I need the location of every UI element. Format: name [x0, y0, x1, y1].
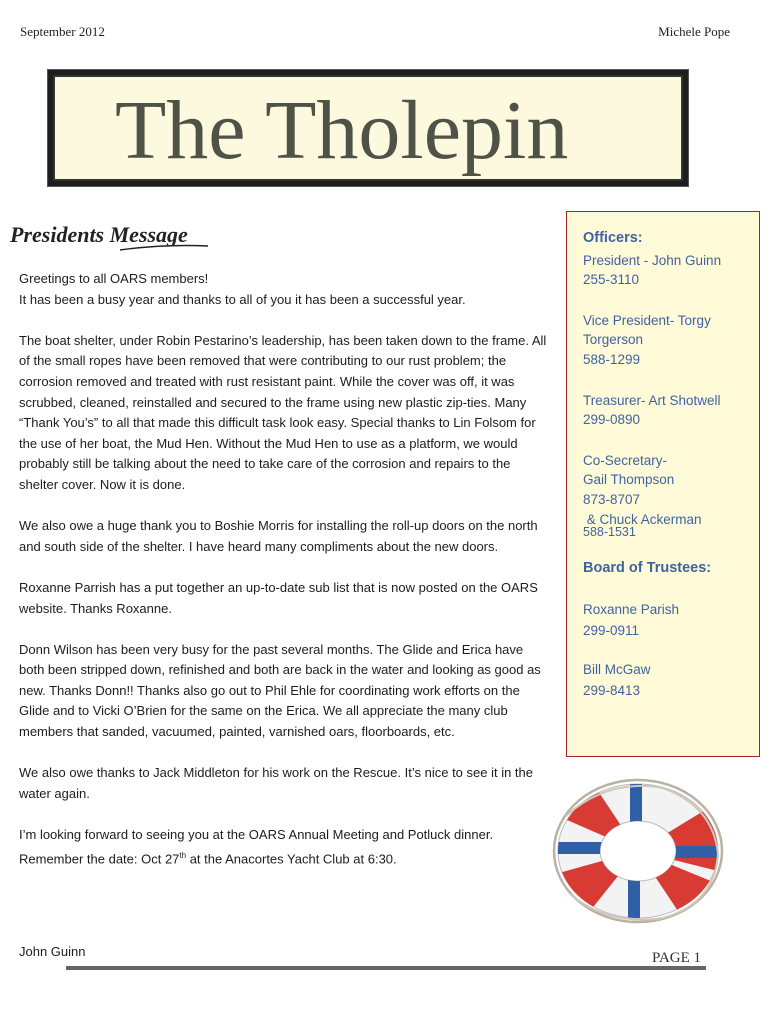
trustee-2-name: Bill McGaw — [583, 662, 651, 677]
trustee-2-phone: 299-8413 — [583, 683, 641, 698]
vice-president-name: Torgerson — [583, 332, 644, 347]
heading-swoosh-ornament — [118, 244, 210, 252]
co-secretary-title: Co-Secretary- — [583, 453, 668, 468]
co-secretary-phone-1: 873-8707 — [583, 492, 641, 507]
letter-paragraph: We also owe a huge thank you to Boshie Morris for installing the roll-up doors on the north and south side of the shelter. I have heard many compliments about the new doors. — [19, 518, 538, 554]
treasurer-title: Treasurer- Art Shotwell — [583, 393, 721, 408]
letter-paragraph: The boat shelter, under Robin Pestarino’s leadership, has been taken down to the frame. All of the small ropes have been removed that were contributing to our rust problem; the corrosion removed and treated with rust resistant paint. While the cover was off, it was scrubbed, cleaned, reinstalled and secured to the frame using new plastic zip-ties. Many “Thank You’s” to all that made this difficult task look easy. Special thanks to Lin Folsom for the use of her boat, the Mud Hen. Without the Mud Hen to use as a platform, we would probably still be talking about the need to take care of the corrosion and repairs to the shelter cover. Now it is done. — [19, 332, 547, 492]
footer-rule — [66, 966, 706, 970]
board-of-trustees-heading: Board of Trustees: — [583, 560, 712, 576]
letter-closing — [19, 825, 549, 870]
life-ring-image — [548, 776, 728, 926]
presidents-letter — [19, 269, 549, 890]
closing-text-start: I’m looking forward to seeing you at the OARS Annual Meeting and Potluck dinner. Remember the date: Oct 27 — [19, 827, 494, 866]
letter-signature: John Guinn — [19, 944, 86, 959]
co-secretary-name-2: & Chuck Ackerman — [583, 512, 702, 527]
letter-paragraph: Greetings to all OARS members! It has been a busy year and thanks to all of you it has been a successful year. — [19, 271, 466, 307]
letter-paragraph: We also owe thanks to Jack Middleton for his work on the Rescue. It’s nice to see it in the water again. — [19, 765, 534, 801]
header-date: September 2012 — [20, 24, 105, 39]
president-phone: 255-3110 — [583, 272, 640, 287]
president-title: President - John Guinn — [583, 253, 722, 268]
presidents-message-heading: Presidents Message — [10, 222, 188, 247]
closing-text-end: at the Anacortes Yacht Club at 6:30. — [186, 850, 397, 866]
header-author: Michele Pope — [658, 24, 730, 39]
trustee-1-phone: 299-0911 — [583, 623, 640, 638]
vice-president-title: Vice President- Torgy — [583, 313, 711, 328]
closing-ordinal-suffix: th — [179, 850, 187, 860]
officers-sidebar — [566, 211, 760, 757]
co-secretary-name-1: Gail Thompson — [583, 472, 675, 487]
page-number: PAGE 1 — [652, 950, 702, 966]
newsletter-title: The Tholepin — [115, 84, 569, 177]
letter-paragraph: Donn Wilson has been very busy for the past several months. The Glide and Erica have both been stripped down, refinished and both are back in the water and looking as good as new. Thanks Donn!! Thanks also go out to Phil Ehle for coordinating work efforts on the Glide and to Vicki O’Brien for the same on the Erica. We all appreciate the many club members that sanded, vacuumed, painted, varnished oars, floorboards, etc. — [19, 641, 541, 740]
treasurer-phone: 299-0890 — [583, 412, 641, 427]
co-secretary-phone-2: 588-1531 — [583, 525, 636, 539]
officers-heading: Officers: — [583, 230, 643, 246]
letter-paragraph: Roxanne Parrish has a put together an up-to-date sub list that is now posted on the OARS website. Thanks Roxanne. — [19, 579, 538, 616]
masthead-banner — [48, 70, 688, 186]
vice-president-phone: 588-1299 — [583, 352, 641, 367]
trustee-1-name: Roxanne Parish — [583, 602, 680, 617]
